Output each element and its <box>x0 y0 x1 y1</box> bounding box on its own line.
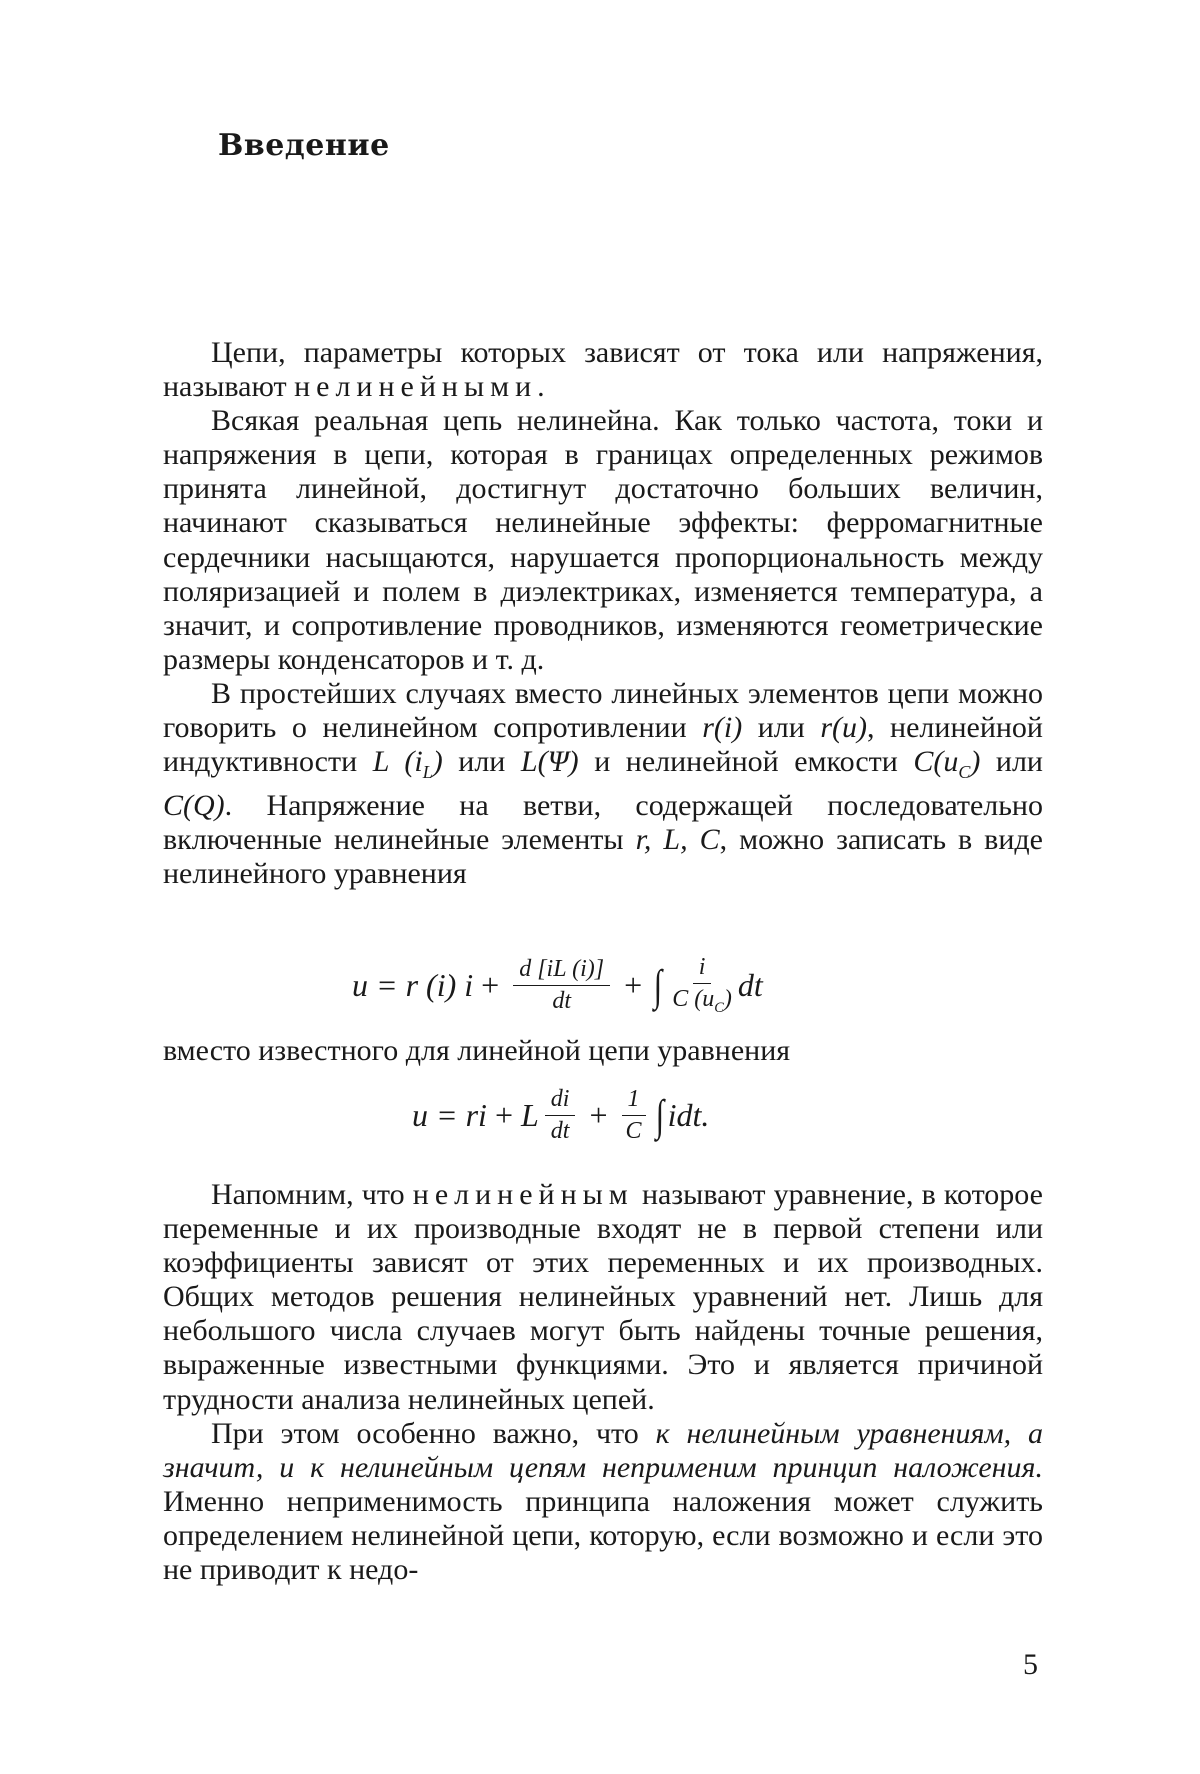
formula1-plus: + <box>481 966 500 1003</box>
p3-text-2: или <box>742 711 821 745</box>
spaced-term-nonlinear-eq: нелинейным <box>412 1178 634 1211</box>
formula1-tail: dt <box>737 966 763 1003</box>
formula2-tail: idt. <box>667 1097 710 1133</box>
p5-text-a: При этом особенно важно, что <box>211 1416 656 1450</box>
p3-L-close: ) <box>432 745 443 779</box>
formula2-frac-den: dt <box>550 1118 570 1144</box>
page-number: 5 <box>1023 1648 1038 1681</box>
paragraph-4 <box>163 1178 1043 1417</box>
p3-text-4: или <box>442 745 521 779</box>
p3-text-5: и нелинейной емкости <box>578 745 914 779</box>
formula-nonlinear <box>352 954 763 1017</box>
p3-L-of-iL <box>372 745 443 783</box>
p3-C-main: C(u <box>913 745 959 779</box>
p3-C-of-Q: C(Q) <box>163 789 225 823</box>
text-block-bottom <box>163 1178 1043 1587</box>
p3-L-sub: L <box>422 762 433 783</box>
p4-text-b: называют уравнение, в которое переменные и их производные входят не в первой степени или коэффициенты зависят от этих переменных и их производных. Общих методов решения нелинейных уравнений нет. Лишь для небольшого числа случаев могут быть найдены точные решения, выраженные известными функциями. Это и является причиной трудности анализа нелинейных цепей. <box>163 1178 1043 1416</box>
p3-L-of-psi: L(Ψ) <box>520 745 579 779</box>
integral-sign-icon: ∫ <box>655 1091 664 1140</box>
formula2-plus: + <box>494 1097 513 1133</box>
paragraph-1-text: Цепи, параметры которых зависят от тока или напряжения, называют <box>163 336 1043 404</box>
p5-italic-statement: к нелинейным уравнениям, а значит, и к нелинейным цепям неприменим принцип наложения. <box>163 1416 1043 1484</box>
p3-C-sub: C <box>958 762 971 783</box>
p3-r-of-i: r(i) <box>702 711 743 745</box>
formula2-lhs: u = ri <box>412 1097 487 1133</box>
p3-r-of-u: r(u) <box>820 711 868 745</box>
between-text: вместо известного для линейной цепи уравнения <box>163 1034 791 1067</box>
p3-L-main: L (i <box>372 745 423 779</box>
formula1-int-den-close: ) <box>723 986 732 1012</box>
text-between-formulas <box>163 1034 1043 1068</box>
formula1-plus2: + <box>624 966 643 1003</box>
chapter-heading: Введение <box>218 128 390 163</box>
formula2-c-num: 1 <box>622 1086 646 1116</box>
spaced-term-nonlinear: нелинейными <box>294 370 538 404</box>
p4-text-a: Напомним, что <box>211 1178 413 1211</box>
p3-C-close: ) <box>970 745 981 779</box>
formula1-int-den-sub: C <box>714 999 724 1016</box>
formula1-fraction <box>513 956 610 1015</box>
p3-text-7: . Напряжение на ветви, содержащей последовательно включенные нелинейные элементы <box>163 789 1043 857</box>
formula1-int-fraction <box>672 954 732 1017</box>
formula2-fraction <box>545 1086 576 1145</box>
paragraph-3 <box>163 677 1043 892</box>
formula1-int-num: i <box>693 954 712 984</box>
paragraph-5 <box>163 1417 1043 1587</box>
formula2-c-fraction <box>622 1086 646 1145</box>
p3-text-6: или <box>980 745 1043 779</box>
p3-text-8: , можно записать в виде нелинейного уравнения <box>163 823 1043 891</box>
p3-text-3: , нелинейной индуктивности <box>163 711 1043 779</box>
integral-sign-icon: ∫ <box>653 960 663 1010</box>
p5-text-b: Именно неприменимость принципа наложения может служить определением нелинейной цепи, которую, если возможно и если это не приводит к недо- <box>163 1484 1043 1587</box>
formula1-lhs: u = r (i) i <box>352 966 474 1003</box>
text-block-top <box>163 336 1043 892</box>
formula2-L: L <box>520 1097 539 1133</box>
paragraph-2: Всякая реальная цепь нелинейна. Как только частота, токи и напряжения в цепи, которая в границах определенных режимов принята линейной, достигнут достаточно больших величин, начинают сказываться нелинейные эффекты: ферромагнитные сердечники насыщаются, нарушается пропорциональность между поляризацией и полем в диэлектриках, изменяется температура, а значит, и сопротивление проводников, изменяются геометрические размеры конденсаторов и т. д. <box>163 404 1043 676</box>
p3-C-of-uC <box>913 745 981 783</box>
formula1-int-den <box>672 984 732 1017</box>
formula2-plus2: + <box>589 1097 608 1133</box>
p3-text-1: В простейших случаях вместо линейных элементов цепи можно говорить о нелинейном сопротивлении <box>163 676 1043 745</box>
formula2-frac-num: di <box>545 1086 576 1116</box>
formula1-frac-den: dt <box>552 987 571 1014</box>
formula1-frac-num: d [iL (i)] <box>513 956 610 986</box>
paragraph-1-end: . <box>537 370 545 404</box>
paragraph-1 <box>163 336 1043 404</box>
formula1-int-den-main: C (u <box>672 986 715 1012</box>
formula-linear <box>412 1086 709 1145</box>
p3-rLC: r, L, C <box>635 823 720 857</box>
formula2-c-den: C <box>625 1118 642 1144</box>
